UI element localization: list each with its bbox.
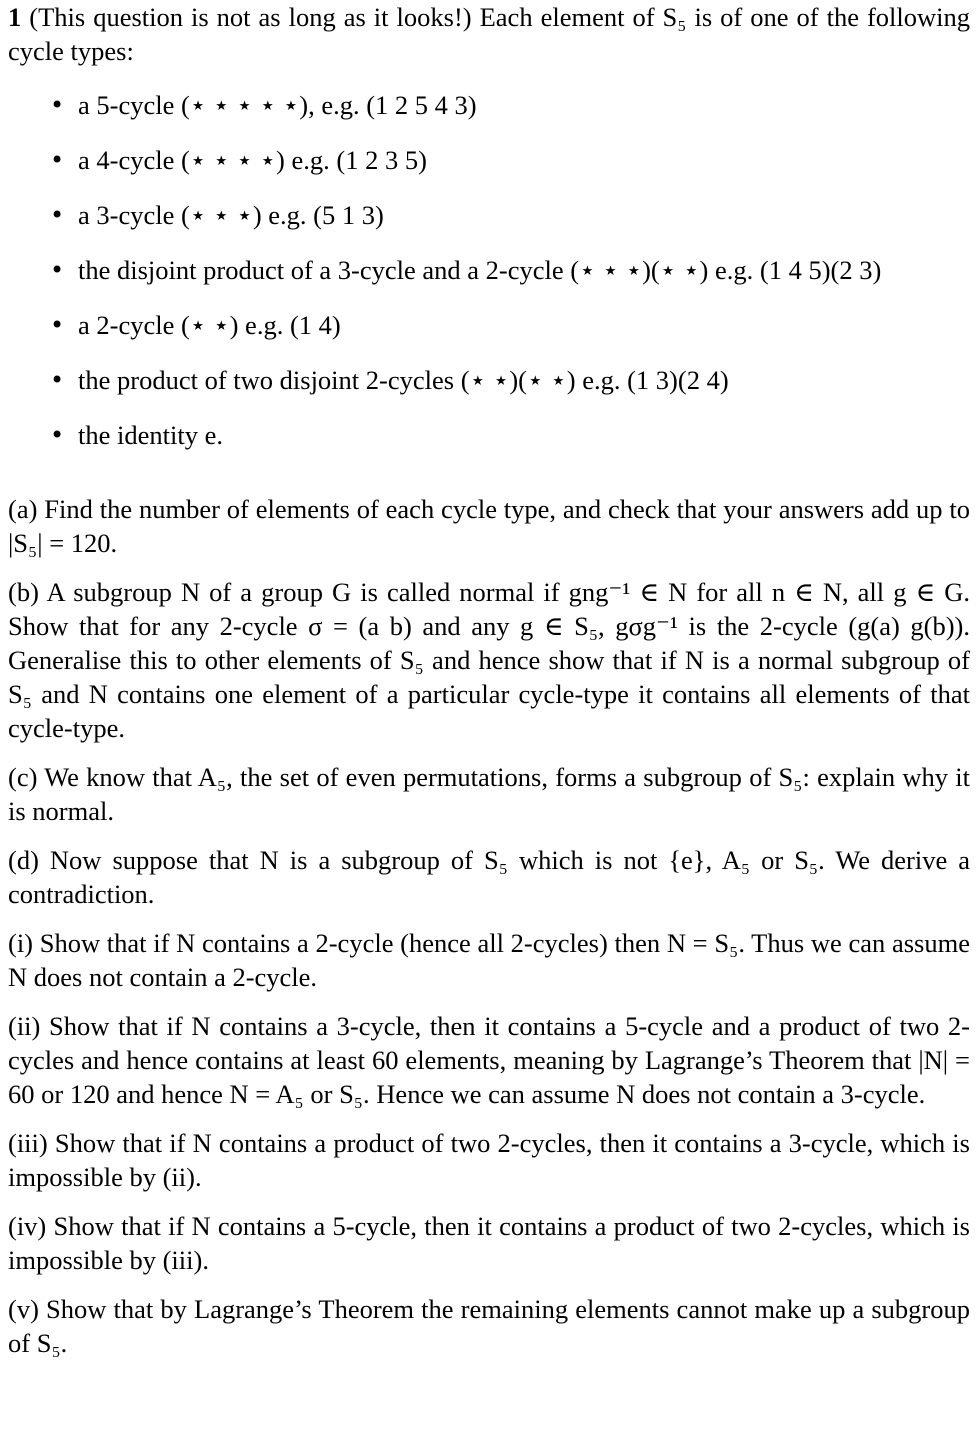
list-item: • the product of two disjoint 2-cycles (⋆ ⋆)(⋆ ⋆) e.g. (1 3)(2 4) <box>50 363 970 397</box>
part-c: (c) We know that A₅, the set of even permutations, forms a subgroup of S₅: explain why it is normal. <box>8 762 970 826</box>
part-d-v: (v) Show that by Lagrange’s Theorem the remaining elements cannot make up a subgroup of S₅. <box>8 1294 970 1358</box>
part-d-ii: (ii) Show that if N contains a 3-cycle, then it contains a 5-cycle and a product of two 2-cycles and hence contains at least 60 elements, meaning by Lagrange’s Theorem that |N| = 60 or 120 and hence N = A₅ or S₅. Hence we can assume N does not contain a 3-cycle. <box>8 1011 970 1109</box>
list-item: • a 5-cycle (⋆ ⋆ ⋆ ⋆ ⋆), e.g. (1 2 5 4 3) <box>50 88 970 122</box>
part-d: (d) Now suppose that N is a subgroup of S₅ which is not {e}, A₅ or S₅. We derive a contradiction. <box>8 845 970 909</box>
part-a: (a) Find the number of elements of each cycle type, and check that your answers add up to |S₅| = 120. <box>8 494 970 558</box>
list-item: • the identity e. <box>50 418 970 452</box>
list-item: • the disjoint product of a 3-cycle and a 2-cycle (⋆ ⋆ ⋆)(⋆ ⋆) e.g. (1 4 5)(2 3) <box>50 253 970 287</box>
part-b: (b) A subgroup N of a group G is called normal if gng⁻¹ ∈ N for all n ∈ N, all g ∈ G. Show that for any 2-cycle σ = (a b) and any g ∈ S₅, gσg⁻¹ is the 2-cycle (g(a) g(b)). Generalise this to other elements of S₅ and hence show that if N is a normal subgroup of S₅ and N contains one element of a particular cycle-type it contains all elements of that cycle-type. <box>8 577 970 743</box>
question-intro <box>8 0 970 68</box>
part-d-iv: (iv) Show that if N contains a 5-cycle, then it contains a product of two 2-cycles, which is impossible by (iii). <box>8 1211 970 1275</box>
part-d-i: (i) Show that if N contains a 2-cycle (hence all 2-cycles) then N = S₅. Thus we can assume N does not contain a 2-cycle. <box>8 928 970 992</box>
list-item: • a 4-cycle (⋆ ⋆ ⋆ ⋆) e.g. (1 2 3 5) <box>50 143 970 177</box>
cycle-type-list <box>8 88 970 452</box>
list-item: • a 3-cycle (⋆ ⋆ ⋆) e.g. (5 1 3) <box>50 198 970 232</box>
part-d-iii: (iii) Show that if N contains a product of two 2-cycles, then it contains a 3-cycle, which is impossible by (ii). <box>8 1128 970 1192</box>
question-number: 1 <box>8 2 22 32</box>
list-item: • a 2-cycle (⋆ ⋆) e.g. (1 4) <box>50 308 970 342</box>
intro-text: (This question is not as long as it looks!) Each element of S₅ is of one of the following cycle types: <box>8 2 971 66</box>
